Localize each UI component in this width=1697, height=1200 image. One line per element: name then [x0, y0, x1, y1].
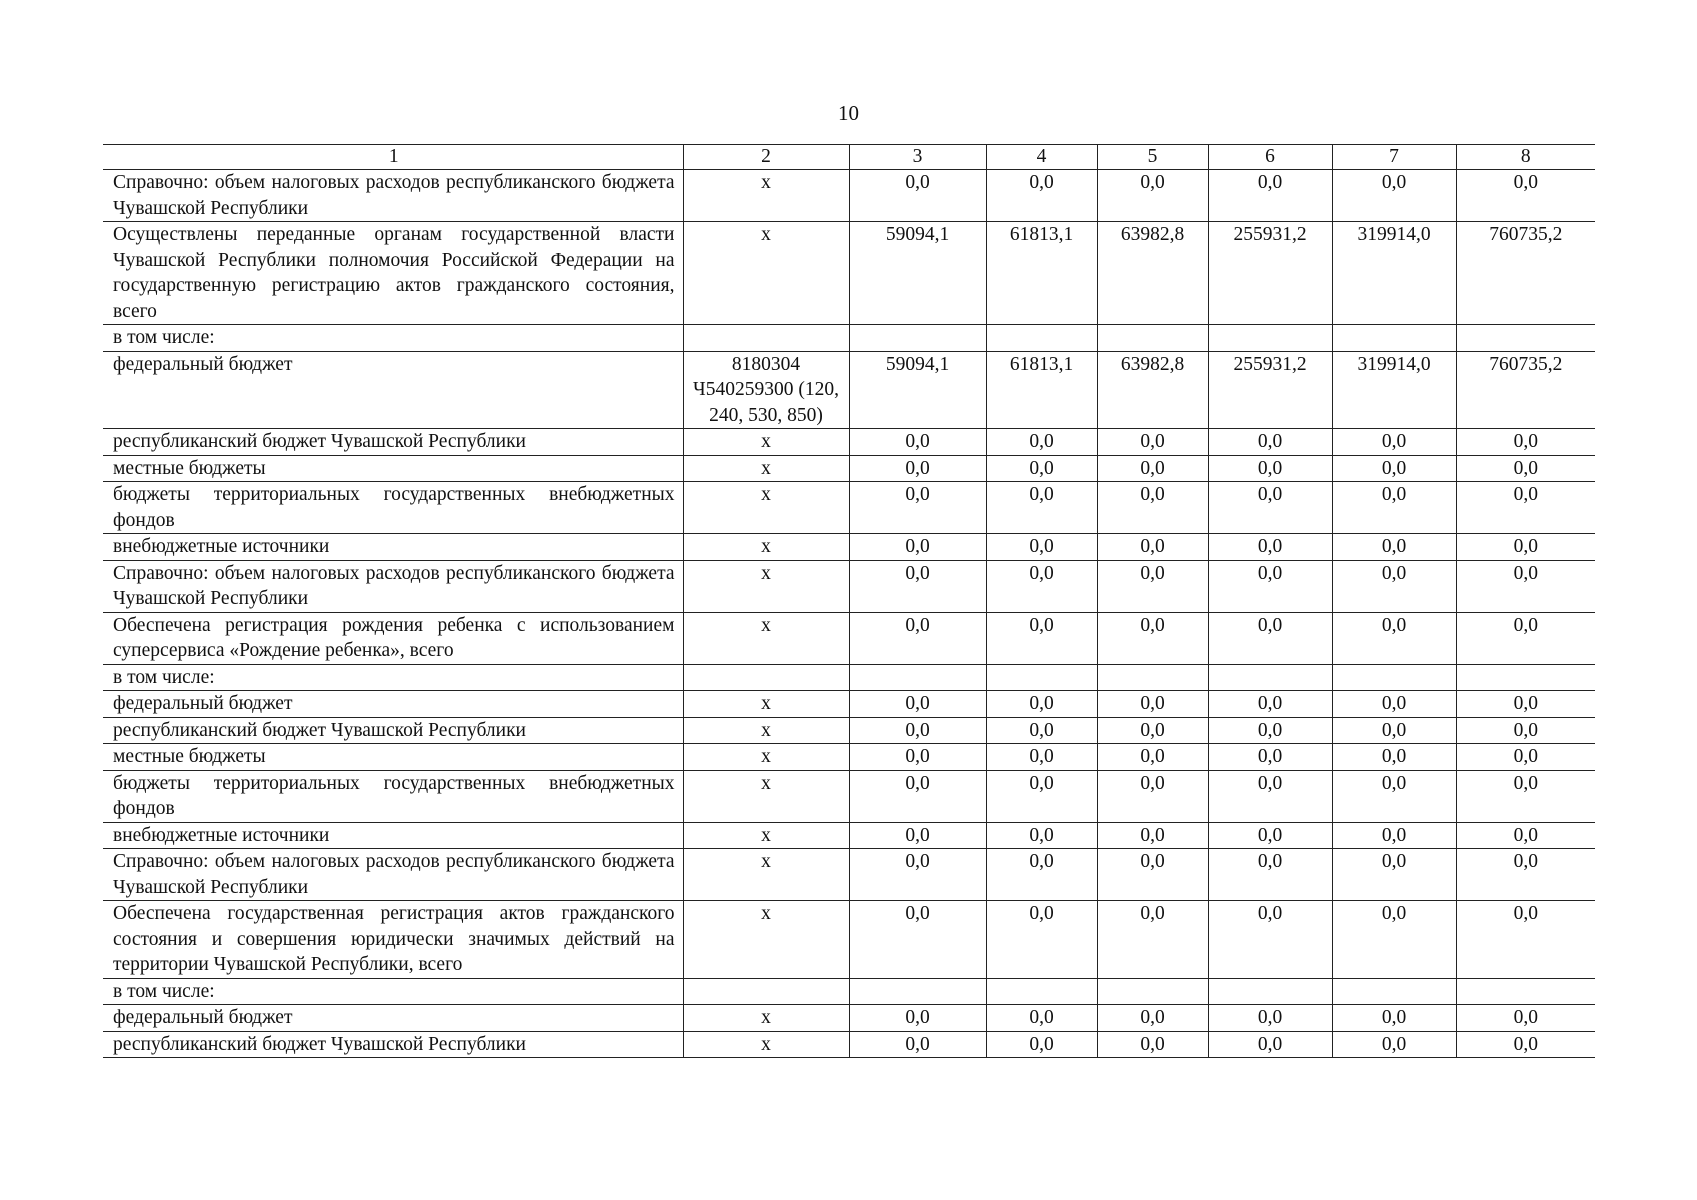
- table-row: [103, 325, 1595, 352]
- value-cell: 0,0: [1332, 1005, 1456, 1032]
- value-cell: 760735,2: [1456, 351, 1595, 429]
- value-cell: [1097, 664, 1208, 691]
- column-number: 3: [849, 145, 986, 170]
- value-cell: 0,0: [1332, 849, 1456, 901]
- budget-code-cell: x: [683, 822, 849, 849]
- value-cell: [1332, 664, 1456, 691]
- value-cell: 0,0: [1456, 744, 1595, 771]
- value-cell: 63982,8: [1097, 222, 1208, 325]
- table-row: [103, 455, 1595, 482]
- value-cell: 0,0: [1456, 849, 1595, 901]
- row-label: внебюджетные источники: [103, 822, 683, 849]
- value-cell: 0,0: [1208, 170, 1332, 222]
- value-cell: 59094,1: [849, 222, 986, 325]
- budget-code-cell: x: [683, 717, 849, 744]
- row-label: Справочно: объем налоговых расходов республиканского бюджета Чувашской Республики: [103, 170, 683, 222]
- table-row: [103, 1031, 1595, 1058]
- value-cell: 0,0: [986, 455, 1097, 482]
- value-cell: 0,0: [986, 170, 1097, 222]
- value-cell: 0,0: [1208, 1031, 1332, 1058]
- value-cell: 0,0: [1456, 482, 1595, 534]
- value-cell: 255931,2: [1208, 222, 1332, 325]
- value-cell: [986, 664, 1097, 691]
- value-cell: 0,0: [1208, 1005, 1332, 1032]
- value-cell: 0,0: [1332, 455, 1456, 482]
- value-cell: 0,0: [986, 717, 1097, 744]
- table-row: [103, 612, 1595, 664]
- value-cell: [1332, 325, 1456, 352]
- value-cell: 0,0: [1097, 744, 1208, 771]
- value-cell: 255931,2: [1208, 351, 1332, 429]
- value-cell: 0,0: [849, 691, 986, 718]
- row-label: республиканский бюджет Чувашской Республики: [103, 429, 683, 456]
- column-number: 6: [1208, 145, 1332, 170]
- row-label: республиканский бюджет Чувашской Республики: [103, 1031, 683, 1058]
- row-label: федеральный бюджет: [103, 1005, 683, 1032]
- value-cell: 0,0: [1097, 849, 1208, 901]
- value-cell: 0,0: [1208, 717, 1332, 744]
- value-cell: 0,0: [1097, 822, 1208, 849]
- value-cell: 0,0: [849, 901, 986, 979]
- row-label: федеральный бюджет: [103, 691, 683, 718]
- budget-code-cell: 8180304 Ч540259300 (120, 240, 530, 850): [683, 351, 849, 429]
- value-cell: 0,0: [1332, 770, 1456, 822]
- value-cell: 0,0: [1097, 560, 1208, 612]
- row-label: Обеспечена регистрация рождения ребенка с использованием суперсервиса «Рождение ребенка», всего: [103, 612, 683, 664]
- column-number: 1: [103, 145, 683, 170]
- budget-code-cell: x: [683, 901, 849, 979]
- budget-code-cell: [683, 978, 849, 1005]
- row-label: в том числе:: [103, 664, 683, 691]
- value-cell: 0,0: [1332, 717, 1456, 744]
- value-cell: 0,0: [1456, 717, 1595, 744]
- table-row: [103, 429, 1595, 456]
- row-label: в том числе:: [103, 325, 683, 352]
- row-label: Справочно: объем налоговых расходов республиканского бюджета Чувашской Республики: [103, 849, 683, 901]
- value-cell: 0,0: [986, 560, 1097, 612]
- budget-code-cell: x: [683, 455, 849, 482]
- column-number: 2: [683, 145, 849, 170]
- value-cell: 0,0: [1456, 770, 1595, 822]
- value-cell: 0,0: [849, 770, 986, 822]
- row-label: республиканский бюджет Чувашской Республики: [103, 717, 683, 744]
- value-cell: 0,0: [1097, 770, 1208, 822]
- budget-code-cell: x: [683, 849, 849, 901]
- value-cell: 0,0: [1456, 691, 1595, 718]
- budget-code-cell: x: [683, 744, 849, 771]
- value-cell: 0,0: [1097, 717, 1208, 744]
- value-cell: 0,0: [1456, 170, 1595, 222]
- row-label: Обеспечена государственная регистрация актов гражданского состояния и совершения юридически значимых действий на территории Чувашской Республики, всего: [103, 901, 683, 979]
- value-cell: 61813,1: [986, 222, 1097, 325]
- value-cell: 0,0: [986, 429, 1097, 456]
- value-cell: 0,0: [986, 1031, 1097, 1058]
- value-cell: 0,0: [1097, 482, 1208, 534]
- value-cell: [1097, 978, 1208, 1005]
- budget-code-cell: x: [683, 170, 849, 222]
- value-cell: 0,0: [1208, 560, 1332, 612]
- table-row: [103, 691, 1595, 718]
- column-number: 8: [1456, 145, 1595, 170]
- value-cell: 0,0: [1332, 691, 1456, 718]
- column-number-row: [103, 145, 1595, 170]
- value-cell: 0,0: [1097, 534, 1208, 561]
- value-cell: 0,0: [986, 1005, 1097, 1032]
- budget-code-cell: x: [683, 560, 849, 612]
- table-row: [103, 170, 1595, 222]
- value-cell: 0,0: [1097, 455, 1208, 482]
- value-cell: 319914,0: [1332, 351, 1456, 429]
- value-cell: 0,0: [986, 612, 1097, 664]
- row-label: внебюджетные источники: [103, 534, 683, 561]
- budget-code-cell: x: [683, 612, 849, 664]
- value-cell: 59094,1: [849, 351, 986, 429]
- value-cell: 0,0: [1332, 822, 1456, 849]
- budget-table: [103, 144, 1595, 1058]
- table-row: [103, 822, 1595, 849]
- value-cell: 0,0: [1097, 901, 1208, 979]
- value-cell: 0,0: [1208, 612, 1332, 664]
- row-label: Осуществлены переданные органам государственной власти Чувашской Республики полномочия Российской Федерации на государственную регистрацию актов гражданского состояния, всего: [103, 222, 683, 325]
- value-cell: 0,0: [1332, 482, 1456, 534]
- value-cell: 0,0: [849, 744, 986, 771]
- value-cell: 0,0: [986, 744, 1097, 771]
- value-cell: [1208, 664, 1332, 691]
- table-row: [103, 351, 1595, 429]
- value-cell: 0,0: [1097, 1005, 1208, 1032]
- value-cell: 0,0: [986, 691, 1097, 718]
- value-cell: 0,0: [1332, 534, 1456, 561]
- value-cell: 0,0: [1332, 744, 1456, 771]
- value-cell: 0,0: [1332, 429, 1456, 456]
- value-cell: 0,0: [1456, 560, 1595, 612]
- budget-code-cell: x: [683, 770, 849, 822]
- value-cell: 0,0: [1208, 455, 1332, 482]
- value-cell: 0,0: [986, 849, 1097, 901]
- value-cell: 0,0: [849, 849, 986, 901]
- value-cell: 0,0: [986, 770, 1097, 822]
- value-cell: 0,0: [986, 822, 1097, 849]
- page-number: 10: [838, 101, 859, 125]
- row-label: бюджеты территориальных государственных внебюджетных фондов: [103, 770, 683, 822]
- table-row: [103, 560, 1595, 612]
- value-cell: 0,0: [1208, 901, 1332, 979]
- budget-code-cell: x: [683, 222, 849, 325]
- value-cell: 0,0: [1332, 901, 1456, 979]
- table-row: [103, 744, 1595, 771]
- table-row: [103, 978, 1595, 1005]
- value-cell: 319914,0: [1332, 222, 1456, 325]
- value-cell: 0,0: [1332, 560, 1456, 612]
- value-cell: 0,0: [1208, 744, 1332, 771]
- table-row: [103, 482, 1595, 534]
- table-row: [103, 1005, 1595, 1032]
- budget-code-cell: x: [683, 429, 849, 456]
- row-label: местные бюджеты: [103, 744, 683, 771]
- value-cell: 0,0: [1208, 822, 1332, 849]
- value-cell: 0,0: [849, 717, 986, 744]
- value-cell: 0,0: [849, 534, 986, 561]
- value-cell: 0,0: [1097, 691, 1208, 718]
- value-cell: 0,0: [849, 1031, 986, 1058]
- value-cell: 0,0: [1456, 612, 1595, 664]
- value-cell: 0,0: [849, 612, 986, 664]
- table-row: [103, 534, 1595, 561]
- column-number: 5: [1097, 145, 1208, 170]
- table-row: [103, 222, 1595, 325]
- row-label: местные бюджеты: [103, 455, 683, 482]
- table-row: [103, 901, 1595, 979]
- value-cell: 0,0: [1456, 455, 1595, 482]
- value-cell: [1456, 664, 1595, 691]
- value-cell: 0,0: [849, 482, 986, 534]
- value-cell: [1456, 325, 1595, 352]
- budget-code-cell: x: [683, 534, 849, 561]
- table-row: [103, 664, 1595, 691]
- value-cell: 63982,8: [1097, 351, 1208, 429]
- value-cell: 0,0: [849, 455, 986, 482]
- value-cell: 0,0: [849, 170, 986, 222]
- value-cell: [849, 978, 986, 1005]
- value-cell: [1097, 325, 1208, 352]
- value-cell: 0,0: [1208, 770, 1332, 822]
- value-cell: 0,0: [986, 482, 1097, 534]
- value-cell: [1208, 978, 1332, 1005]
- value-cell: 0,0: [1097, 170, 1208, 222]
- value-cell: 0,0: [1456, 534, 1595, 561]
- column-number: 4: [986, 145, 1097, 170]
- value-cell: 0,0: [1208, 849, 1332, 901]
- budget-code-cell: x: [683, 482, 849, 534]
- row-label: федеральный бюджет: [103, 351, 683, 429]
- value-cell: [849, 325, 986, 352]
- value-cell: 0,0: [849, 429, 986, 456]
- value-cell: [1332, 978, 1456, 1005]
- value-cell: 0,0: [1332, 170, 1456, 222]
- table-row: [103, 849, 1595, 901]
- value-cell: 760735,2: [1456, 222, 1595, 325]
- value-cell: 0,0: [1456, 1031, 1595, 1058]
- table-row: [103, 717, 1595, 744]
- value-cell: 0,0: [1208, 534, 1332, 561]
- value-cell: 61813,1: [986, 351, 1097, 429]
- row-label: Справочно: объем налоговых расходов республиканского бюджета Чувашской Республики: [103, 560, 683, 612]
- column-number: 7: [1332, 145, 1456, 170]
- value-cell: [986, 978, 1097, 1005]
- budget-code-cell: x: [683, 1031, 849, 1058]
- budget-code-cell: x: [683, 691, 849, 718]
- value-cell: [986, 325, 1097, 352]
- value-cell: 0,0: [1097, 429, 1208, 456]
- value-cell: 0,0: [1456, 822, 1595, 849]
- value-cell: 0,0: [1332, 1031, 1456, 1058]
- value-cell: [1456, 978, 1595, 1005]
- value-cell: 0,0: [986, 901, 1097, 979]
- value-cell: 0,0: [986, 534, 1097, 561]
- value-cell: 0,0: [849, 560, 986, 612]
- value-cell: 0,0: [1097, 612, 1208, 664]
- value-cell: 0,0: [1097, 1031, 1208, 1058]
- value-cell: [849, 664, 986, 691]
- row-label: в том числе:: [103, 978, 683, 1005]
- value-cell: 0,0: [1456, 429, 1595, 456]
- budget-code-cell: x: [683, 1005, 849, 1032]
- value-cell: 0,0: [849, 822, 986, 849]
- table-row: [103, 770, 1595, 822]
- value-cell: 0,0: [1208, 429, 1332, 456]
- value-cell: 0,0: [1208, 691, 1332, 718]
- value-cell: 0,0: [1456, 901, 1595, 979]
- value-cell: 0,0: [849, 1005, 986, 1032]
- value-cell: 0,0: [1456, 1005, 1595, 1032]
- value-cell: [1208, 325, 1332, 352]
- value-cell: 0,0: [1332, 612, 1456, 664]
- row-label: бюджеты территориальных государственных внебюджетных фондов: [103, 482, 683, 534]
- table-body: [103, 145, 1595, 1058]
- budget-code-cell: [683, 664, 849, 691]
- budget-code-cell: [683, 325, 849, 352]
- value-cell: 0,0: [1208, 482, 1332, 534]
